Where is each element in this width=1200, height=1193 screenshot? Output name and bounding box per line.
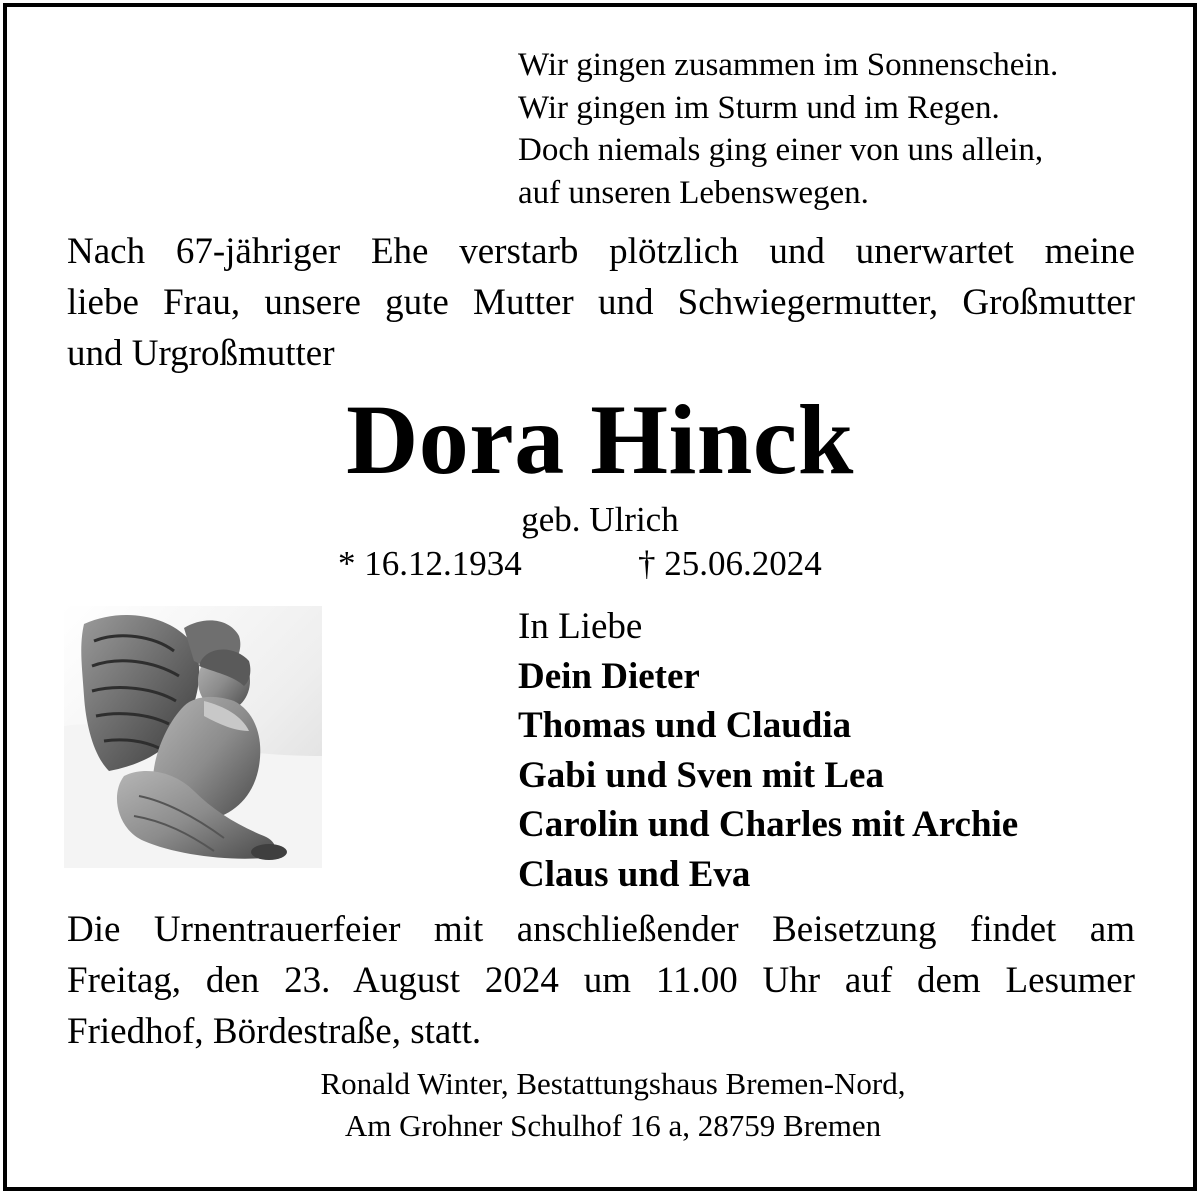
service-line: Die Urnentrauerfeier mit anschließender Beisetzung findet am (67, 909, 1135, 950)
family-member: Thomas und Claudia (518, 705, 852, 746)
poem-line: Wir gingen zusammen im Sonnenschein. (518, 47, 1059, 83)
service-line: Freitag, den 23. August 2024 um 11.00 Uhr auf dem Lesumer (67, 960, 1135, 1001)
undertaker-info (0, 1063, 1200, 1147)
intro-line: Nach 67-jähriger Ehe verstarb plötzlich und unerwartet meine (67, 231, 1135, 272)
service-info (67, 904, 1135, 1057)
undertaker-address: Am Grohner Schulhof 16 a, 28759 Bremen (344, 1108, 882, 1143)
service-line: Friedhof, Bördestraße, statt. (67, 1011, 482, 1052)
intro-line: und Urgroßmutter (67, 333, 335, 374)
family-member: Carolin und Charles mit Archie (518, 804, 1019, 845)
family-member: Dein Dieter (518, 655, 700, 697)
undertaker-line: Ronald Winter, Bestattungshaus Bremen-Nord, (320, 1066, 906, 1101)
maiden-name: geb. Ulrich (521, 500, 679, 539)
poem-line: Wir gingen im Sturm und im Regen. (518, 89, 1000, 126)
birth-date: * 16.12.1934 (338, 544, 522, 583)
family-member: Claus und Eva (518, 853, 751, 895)
poem-line: Doch niemals ging einer von uns allein, (518, 132, 1044, 168)
deceased-name: Dora Hinck (346, 384, 854, 495)
poem-line: auf unseren Lebenswegen. (518, 174, 869, 211)
poem (518, 44, 1058, 214)
death-date: † 25.06.2024 (638, 544, 822, 583)
angel-statue-icon (64, 606, 322, 868)
intro-text (67, 226, 1135, 379)
intro-line: liebe Frau, unsere gute Mutter und Schwiegermutter, Großmutter (67, 282, 1135, 323)
family-signatures (518, 602, 1018, 899)
family-member: Gabi und Sven mit Lea (518, 754, 884, 796)
greeting: In Liebe (518, 606, 643, 647)
